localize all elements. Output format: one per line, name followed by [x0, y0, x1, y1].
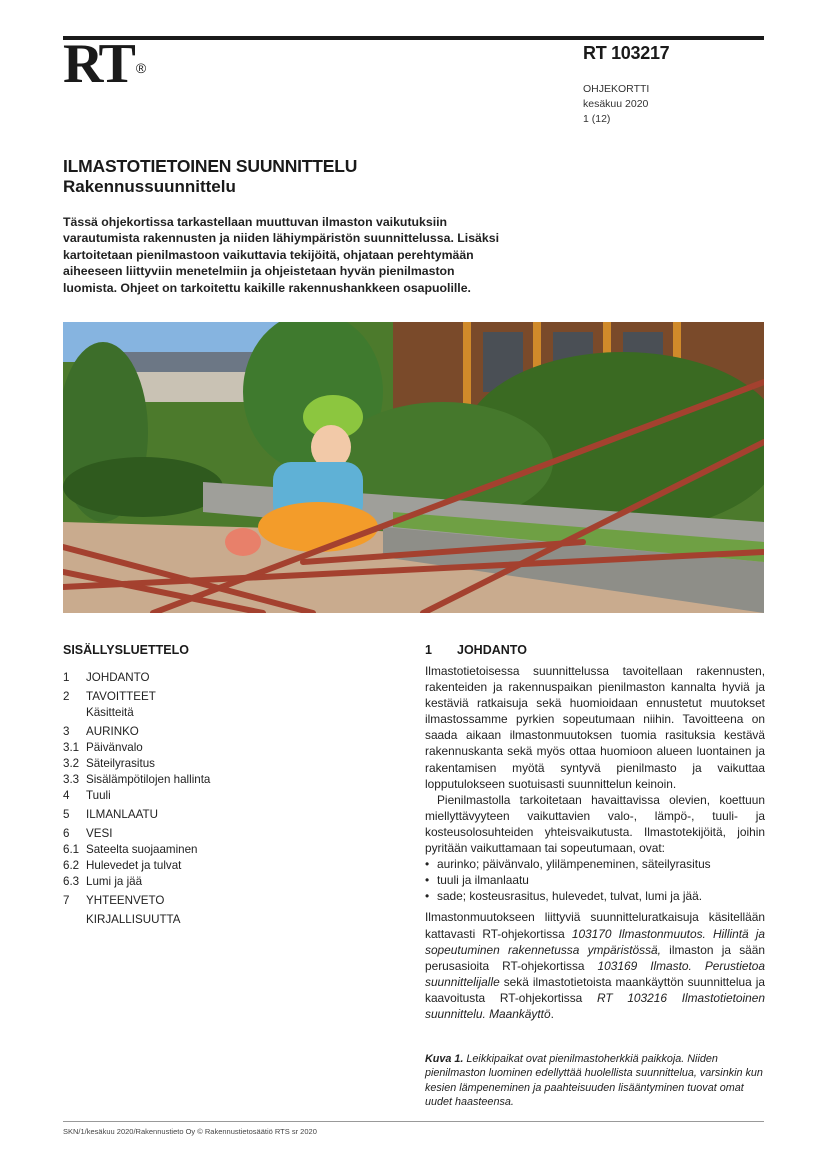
lead-paragraph: Tässä ohjekortissa tarkastellaan muuttuvan ilmaston vaikutuksiin varautumista rakennusten ja niiden lähiympäristön suunnittelussa. Lisäksi kartoitetaan pienilmastoon vaikuttavia tekijöitä, ohjataan perehtymään aiheeseen liittyviin menetelmiin ja ohjeistetaan hyvän pienilmaston luomista. Ohjeet on tarkoitettu kaikille rakennushankkeen osapuolille. — [63, 215, 499, 295]
text-run: sekä ilmastotietoista maankäyttön suunnittelua ja kaavoitusta RT-ohjekortissa — [425, 974, 765, 1005]
caption-label: Kuva 1. — [425, 1053, 464, 1065]
toc-item[interactable] — [63, 874, 210, 890]
toc-item-label: Lumi ja jää — [86, 875, 143, 888]
reference-title: 103170 Ilmastonmuutos. Hillintä ja sopeutuminen rakennetussa ympäristössä, — [425, 926, 765, 957]
section-title: JOHDANTO — [457, 643, 527, 657]
toc-item[interactable] — [63, 807, 210, 823]
text-run: Ilmastonmuutokseen liittyviä suunnitteluratkaisuja käsitellään kattavasti RT-ohjekortissa — [425, 910, 765, 941]
reference-title: 103169 Ilmasto. Perustietoa suunnittelijalle — [425, 958, 765, 989]
bullet-item: • tuuli ja ilmanlaatu — [425, 872, 765, 888]
toc-item-number: 4 — [63, 789, 70, 802]
toc-item[interactable] — [63, 858, 210, 874]
page-number: 1 (12) — [583, 113, 611, 125]
toc-item-number — [63, 912, 86, 928]
rt-logo — [63, 33, 147, 95]
toc-item-number: 3.3 — [63, 773, 80, 786]
text-run: ilmaston ja sään perusasioita RT-ohjekortissa — [425, 942, 765, 973]
header-rule — [63, 36, 764, 40]
document-meta — [583, 82, 649, 127]
toc-item[interactable] — [63, 740, 210, 756]
toc-item-label: KIRJALLISUUTTA — [86, 913, 181, 926]
toc-item[interactable] — [63, 724, 210, 740]
toc-item[interactable] — [63, 772, 210, 788]
logo-text: RT — [63, 33, 133, 95]
document-type: OHJEKORTTI — [583, 83, 650, 95]
footer-text: SKN/1/kesäkuu 2020/Rakennustieto Oy © Rakennustietosäätiö RTS sr 2020 — [63, 1127, 317, 1136]
bullet-item: • aurinko; päivänvalo, ylilämpeneminen, säteilyrasitus — [425, 856, 765, 872]
toc-heading: SISÄLLYSLUETTELO — [63, 643, 189, 657]
reference-title: RT 103216 Ilmastotietoinen suunnittelu. Maankäyttö — [425, 990, 765, 1021]
toc-item-label: Säteilyrasitus — [86, 757, 155, 770]
table-of-contents — [63, 670, 210, 928]
toc-item-number: 3.2 — [63, 757, 80, 770]
caption-text: Leikkipaikat ovat pienilmastoherkkiä paikkoja. Niiden pienilmaston luominen edellyttää huolellista suunnittelua, varsinkin kun kesien lämpeneminen ja paahteisuuden lisääntyminen tuovat omat uudet haasteensa. — [425, 1053, 763, 1109]
section-body — [425, 663, 765, 1022]
toc-item-number: 3.1 — [63, 741, 80, 754]
page-title: ILMASTOTIETOINEN SUUNNITTELU — [63, 156, 358, 176]
paragraph-references — [425, 909, 765, 1022]
toc-item-label: VESI — [86, 827, 113, 840]
registered-mark: ® — [135, 60, 147, 76]
toc-item[interactable] — [63, 912, 210, 928]
text-run: . — [550, 1006, 554, 1021]
toc-item-label: AURINKO — [86, 725, 139, 738]
toc-item-label: Sateelta suojaaminen — [86, 843, 198, 856]
paragraph: Ilmastotietoisessa suunnittelussa tavoitellaan rakennusten, rakenteiden ja rakennuspaikan pienilmaston kannalta hyviä ja kestäviä ratkaisuja sekä huomioidaan ennustetut muutokset ilmastossamme pyrkien sopeutumaan niihin. Tavoitteena on saada aikaan ilmastonmuutoksen tuomia rasituksia kestävä rakennuskanta sekä myös ottaa huomioon alueen luontainen ja rakentamisen myötä syntyvä pienilmasto ja vaikuttaa lopputulokseen suotuisasti suunnittelun keinoin. — [425, 664, 765, 791]
section-number: 1 — [425, 643, 432, 657]
paragraph: Pienilmastolla tarkoitetaan havaittavissa olevien, koettuun miellyttävyyteen vaikuttavien valo-, lämpö-, tuuli- ja kosteusolosuhteiden yhteisvaikutusta. Ilmastotekijöitä, joihin pyritään vaikuttamaan tai sopeutumaan, ovat: — [425, 792, 765, 856]
section-heading — [425, 643, 527, 657]
footer-rule — [63, 1121, 764, 1122]
bullet-item: • sade; kosteusrasitus, hulevedet, tulvat, lumi ja jää. — [425, 888, 765, 904]
toc-item-number: 6 — [63, 827, 70, 840]
toc-item[interactable] — [63, 842, 210, 858]
toc-item[interactable] — [63, 826, 210, 842]
toc-item[interactable] — [63, 670, 210, 686]
toc-item-number: 6.2 — [63, 859, 80, 872]
toc-item-number — [63, 705, 86, 721]
toc-item-label: Tuuli — [86, 789, 111, 802]
toc-item-label: Hulevedet ja tulvat — [86, 859, 182, 872]
toc-item-number: 6.1 — [63, 843, 80, 856]
toc-item-number: 3 — [63, 725, 70, 738]
toc-item[interactable] — [63, 705, 210, 721]
toc-item-number: 6.3 — [63, 875, 80, 888]
toc-item-label: YHTEENVETO — [86, 894, 165, 907]
toc-item-label: ILMANLAATU — [86, 808, 158, 821]
toc-item-number: 7 — [63, 894, 70, 907]
toc-item[interactable] — [63, 893, 210, 909]
figure-caption — [425, 1052, 765, 1110]
toc-item-number: 1 — [63, 671, 70, 684]
toc-item[interactable] — [63, 788, 210, 804]
toc-item[interactable] — [63, 689, 210, 705]
bullet-list — [425, 856, 765, 904]
document-date: kesäkuu 2020 — [583, 98, 649, 110]
document-id: RT 103217 — [583, 43, 670, 63]
toc-item-label: TAVOITTEET — [86, 690, 156, 703]
toc-item-label: Käsitteitä — [86, 706, 134, 719]
toc-item-label: JOHDANTO — [86, 671, 150, 684]
toc-item-number: 2 — [63, 690, 70, 703]
toc-item-label: Päivänvalo — [86, 741, 143, 754]
toc-item-number: 5 — [63, 808, 70, 821]
toc-item-label: Sisälämpötilojen hallinta — [86, 773, 211, 786]
playground-photo — [63, 322, 764, 613]
toc-item[interactable] — [63, 756, 210, 772]
page-subtitle: Rakennussuunnittelu — [63, 177, 236, 196]
